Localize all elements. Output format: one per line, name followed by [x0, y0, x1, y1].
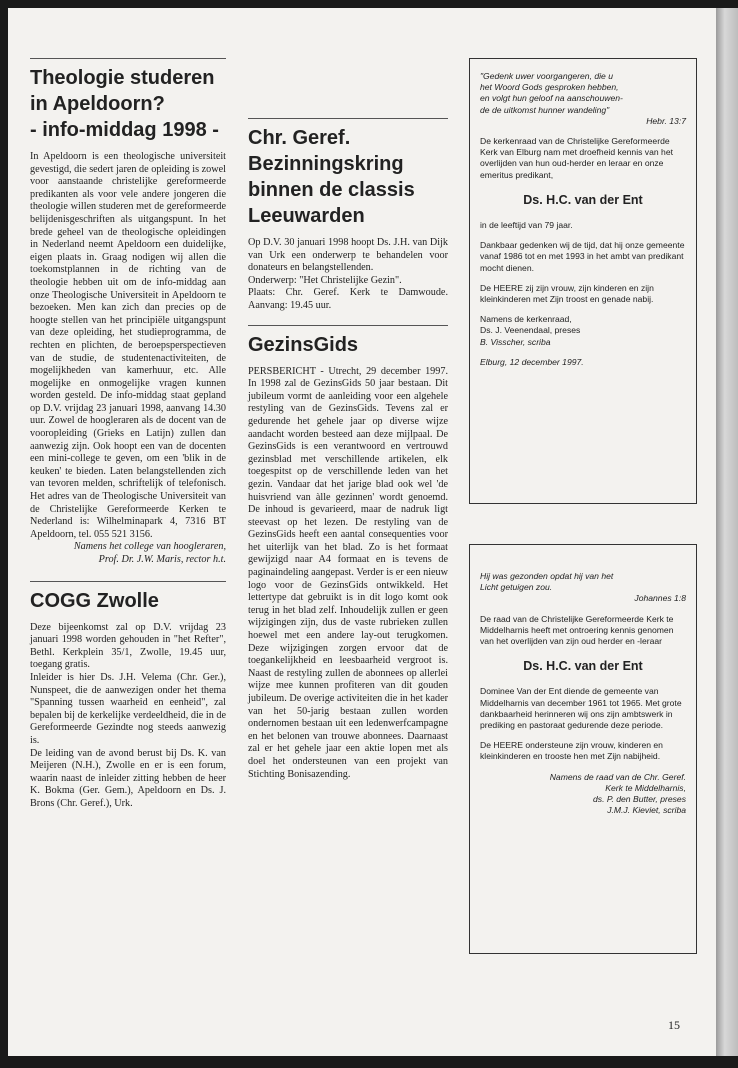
column-left	[30, 58, 226, 811]
column-middle	[248, 66, 448, 781]
signature-line: Kerk te Middelharnis,	[605, 782, 686, 793]
death-notice-middelharnis	[469, 544, 697, 954]
signature-line: B. Visscher, scriba	[480, 336, 551, 347]
signature-line: Namens de kerkenraad,	[480, 314, 572, 325]
divider	[30, 581, 226, 582]
column-right	[469, 58, 697, 954]
signature-line: Ds. J. Veenendaal, preses	[480, 325, 581, 336]
article-title-bezinningskring	[248, 125, 448, 229]
quote-reference: Hebr. 13:7	[646, 115, 686, 126]
notice-service: Dominee Van der Ent diende de gemeente van Middelharnis van december 1961 tot 1965. Met grote dankbaarheid herinneren wij ons zijn ambtswerk in prediking en pastoraat gedurende deze periode.	[480, 686, 682, 731]
notice-comfort: De HEERE ondersteune zijn vrouw, kinderen en kleinkinderen en trooste hen met Zijn nabijheid.	[480, 740, 663, 762]
article-body-gezinsgids: PERSBERICHT - Utrecht, 29 december 1997. In 1998 zal de GezinsGids 50 jaar bestaan. Dit jubileum vormt de aanleiding voor een algehele restyling van de GezinsGids. Tevens zal er gedurende het gehele jaar op diverse wijze aandacht worden besteed aan deze mijlpaal. De GezinsGids is een verantwoord en vertrouwd gezinsblad met verschillende artikelen, elk toegespitst op de verschillende leden van het gezin. Vandaar dat het jarige blad ook wel 'de huisvriend van àlle gezinnen' wordt genoemd. De inhoud is gevarieerd, maar de nadruk ligt steevast op het lezen. De restyling van de GezinsGids heeft een aantal consequenties voor het uiterlijk van het blad. Zo is het formaat gewijzigd naar A4 formaat en is tevens de paginaindeling aangepast. Verder is er een nieuw logo voor de GezinsGids ontwikkeld. Het lettertype dat gebruikt is in dit logo komt ook terug in het blad zelf. Inhoudelijk zullen er geen wijzigingen zijn, dus de vaste rubrieken zullen hoewel met een andere lay-out terugkomen. Deze wijzigingen zorgen ervoor dat de toegankelijkheid en leesbaarheid vergroot is. Naast de restyling zullen de abonnees op allerlei wijze mee kunnen profiteren van dit gouden jubileum. De overige activiteiten die in het kader van het 50-jarig bestaan zullen worden ondernomen bestaan uit een ledenwerfcampagne en het belonen van trouwe abonnees. Daarnaast zal er het gehele jaar een aktie lopen met als doel het ondersteunen van een projekt van Stichting Bonisazending.	[248, 365, 448, 780]
quote-line: "Gedenk uwer voorgangeren, die u	[480, 71, 613, 81]
article-title-gezinsgids: GezinsGids	[248, 333, 359, 356]
article-body-bezinning-2: Onderwerp: "Het Christelijke Gezin".	[248, 274, 402, 286]
title-line: Bezinningskring	[248, 153, 404, 175]
notice-intro: De raad van de Christelijke Gereformeerde Kerk te Middelharnis heeft met ontroering kennis genomen van het overlijden van zijn oud herder en -leraar	[480, 613, 674, 647]
notice-quote	[480, 71, 686, 127]
notice-intro: De kerkenraad van de Christelijke Gereformeerde Kerk van Elburg nam met droefheid kennis van het overlijden van hun oud-herder en leraar en onze emeritus predikant,	[480, 136, 673, 180]
page-number: 15	[668, 1018, 680, 1032]
spacer	[248, 66, 448, 118]
signature-line: J.M.J. Kieviet, scriba	[607, 805, 686, 816]
title-line: Chr. Geref.	[248, 127, 351, 149]
notice-comfort: De HEERE zij zijn vrouw, zijn kinderen en zijn kleinkinderen met Zijn troost en genade nabij.	[480, 282, 654, 305]
death-notice-elburg	[469, 58, 697, 504]
quote-reference: Johannes 1:8	[634, 593, 686, 604]
signature-line: Namens de raad van de Chr. Geref.	[549, 771, 686, 782]
article-body-cogg-2: Inleider is hier Ds. J.H. Velema (Chr. Ger.), Nunspeet, die de aanwezigen onder het thema "Spanning tussen waarheid en eenheid", zal bepalen bij de kerkelijke verdeeldheid, die in de Gereformeerde Gezindte nog steeds aanwezig is.	[30, 671, 226, 746]
article-body-cogg-1: Deze bijeenkomst zal op D.V. vrijdag 23 januari 1998 worden gehouden in "het Refter", Bethl. Kerkplein 35/1, Zwolle, 19.45 uur, toegang gratis.	[30, 621, 226, 671]
signature-line: Namens het college van hoogleraren,	[73, 541, 226, 553]
deceased-name: Ds. H.C. van der Ent	[523, 659, 643, 674]
quote-line: Licht getuigen zou.	[480, 582, 553, 593]
notice-thanks: Dankbaar gedenken wij de tijd, dat hij onze gemeente vanaf 1986 tot en met 1993 in het ambt van predikant mocht dienen.	[480, 240, 685, 273]
notice-quote	[480, 571, 686, 605]
notice-date: Elburg, 12 december 1997.	[480, 356, 584, 367]
magazine-page	[8, 8, 716, 1056]
divider	[248, 118, 448, 119]
deceased-name: Ds. H.C. van der Ent	[523, 192, 643, 207]
title-line: Leeuwarden	[248, 205, 365, 227]
notice-signature	[480, 314, 686, 348]
article-title-cogg: COGG Zwolle	[30, 589, 159, 612]
title-line: - info-middag 1998 -	[30, 119, 219, 141]
signature-line: ds. P. den Butter, preses	[593, 794, 686, 805]
signature-line: Prof. Dr. J.W. Maris, rector h.t.	[98, 554, 226, 565]
divider	[248, 325, 448, 326]
article-body-cogg-3: De leiding van de avond berust bij Ds. K. van Meijeren (N.H.), Zwolle en er is een forum, waarin naast de inleider zitting hebben de heer K. Bokma (Ger. Gem.), Apeldoorn en Ds. J. Brons (Chr. Geref.), Urk.	[30, 747, 226, 809]
article-body-bezinning-1: Op D.V. 30 januari 1998 hoopt Ds. J.H. van Dijk van Urk een onderwerp te behandelen voor donateurs en belangstellenden.	[248, 237, 448, 274]
article-body-bezinning-3: Plaats: Chr. Geref. Kerk te Damwoude. Aanvang: 19.45 uur.	[248, 287, 448, 311]
quote-line: het Woord Gods gesproken hebben,	[480, 82, 619, 93]
quote-line: de de uitkomst hunner wandeling"	[480, 104, 610, 115]
title-line: binnen de classis	[248, 179, 415, 201]
title-line: Theologie studeren	[30, 67, 215, 89]
article-body-theologie: In Apeldoorn is een theologische universiteit gevestigd, die sedert jaren de opleiding is zowel voor aanstaande christelijke gereformeerde predikanten als voor vele andere jongeren die theologie willen studeren met de gereformeerde belijdenisgeschriften als uitgangspunt. In het brede geheel van de theologische opleidingen in Nederland neemt Apeldoorn een duidelijke, eigen plaats in. Graag nodigen wij allen die toekomstplannen in de richting van de theologie hebben uit om de info-middag aan onze Theologische Universiteit in Apeldoorn te bezoeken. Men kan zich dan precies op de hoogte stellen van het principiële uitgangspunt van deze opleiding, het studieprogramma, de rechten en plichten, de beroepsperspectieven van de studie, de studentenactiviteiten, de mogelijkheden van kamerhuur, etc. Alle mogelijke en onmogelijke vragen kunnen worden gesteld. De info-middag staat gepland op D.V. vrijdag 23 januari 1998, aanvang 14.30 uur. Zowel de hoogleraren als de docent van de vooropleiding (Grieks en Latijn) zullen dan aanwezig zijn. Ook hoopt een van de docenten een mini-college te geven, om een 'blik in de keuken' te bieden. Laten belangstellenden zich van tevoren melden, schriftelijk of telefonisch. Het adres van de Theologische Universiteit van de Christelijke Gereformeerde Kerken te Nederland is: Wilhelminapark 4, 7316 BT Apeldoorn, tel. 055 521 3156.	[30, 151, 226, 540]
binding-edge	[716, 8, 738, 1056]
notice-signature	[480, 772, 686, 817]
quote-line: Hij was gezonden opdat hij van het	[480, 571, 614, 581]
article-title-theologie	[30, 65, 226, 143]
signature	[30, 541, 226, 566]
quote-line: en volgt hun geloof na aanschouwen-	[480, 93, 623, 104]
title-line: in Apeldoorn?	[30, 93, 165, 115]
notice-age: in de leeftijd van 79 jaar.	[480, 220, 573, 231]
divider	[30, 58, 226, 59]
